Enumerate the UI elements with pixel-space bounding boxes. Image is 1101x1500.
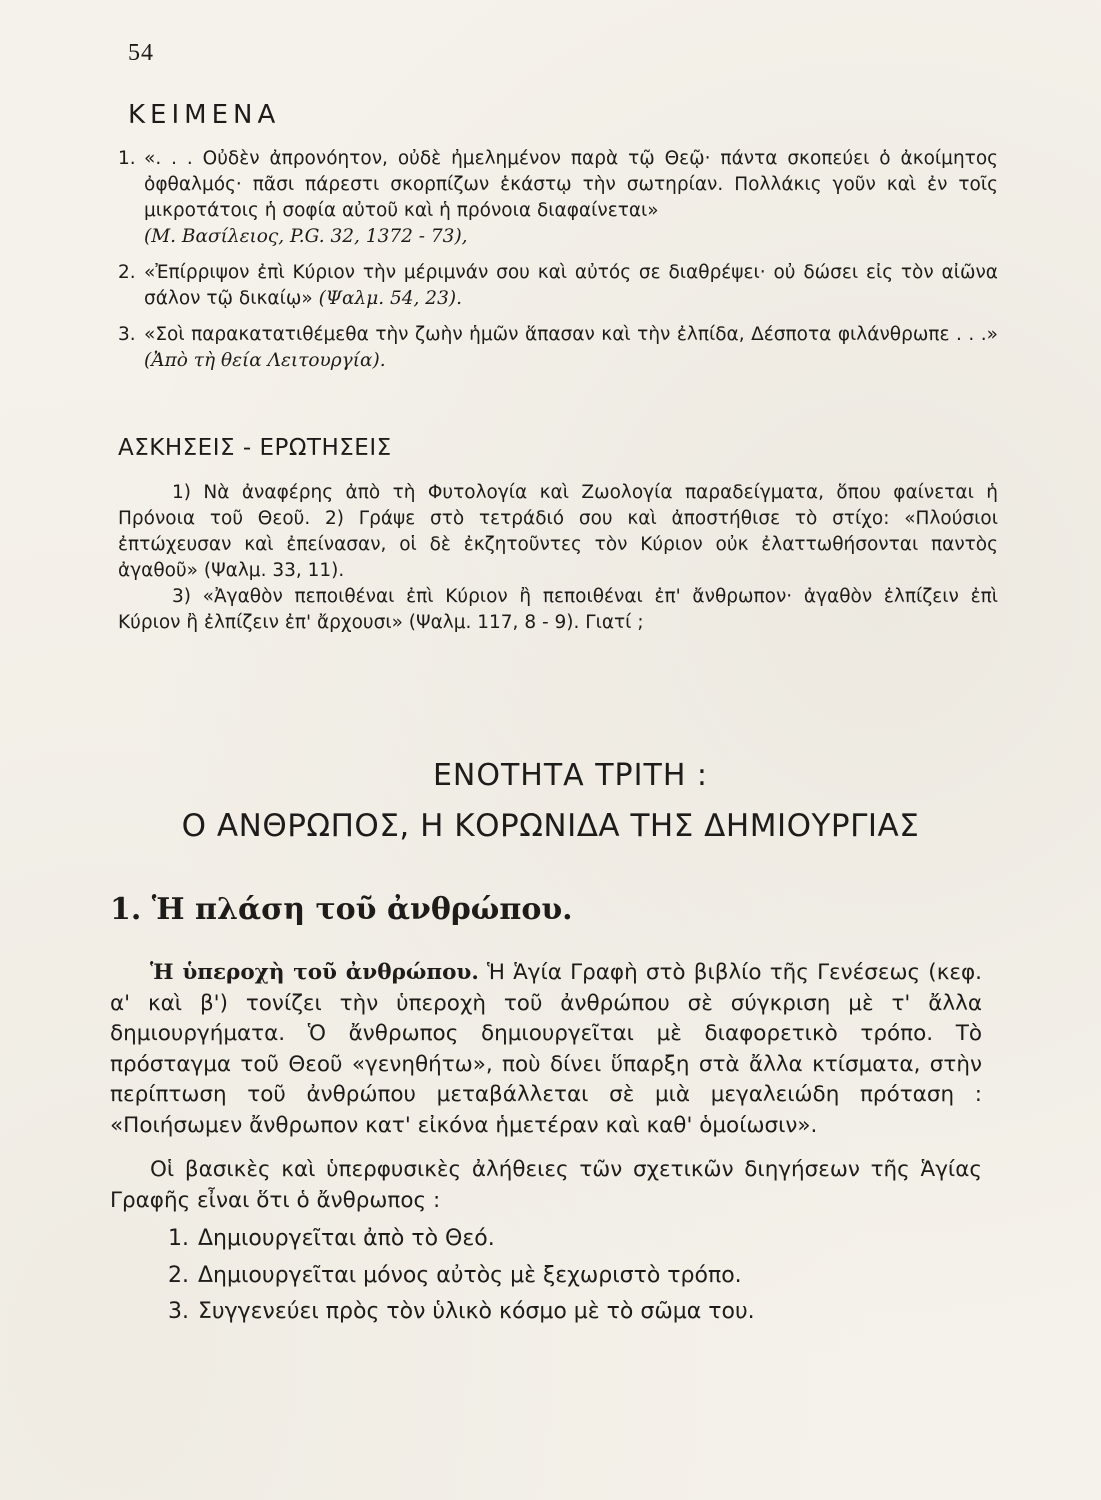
exercise-paragraph: 1) Νὰ ἀναφέρης ἀπὸ τὴ Φυτολογία καὶ Ζωολογία παραδείγματα, ὅπου φαίνεται ἡ Πρόνοια τοῦ Θεοῦ. 2) Γράψε στὸ τετράδιό σου καὶ ἀποστήθισε τὸ στίχο: «Πλούσιοι ἐπτώχευσαν καὶ ἐπείνασαν, οἱ δὲ ἐκζητοῦντες τὸν Κύριον οὐκ ἐλαττωθήσονται παντὸς ἀγαθοῦ» (Ψαλμ. 33, 11). (118, 482, 998, 581)
text-item (118, 146, 998, 250)
exercises-block (118, 480, 998, 636)
exercise-paragraph: 3) «Ἀγαθὸν πεποιθέναι ἐπὶ Κύριον ἢ πεποιθέναι ἐπ' ἄνθρωπον· ἀγαθὸν ἐλπίζειν ἐπὶ Κύριον ἢ ἐλπίζειν ἐπ' ἄρχουσι» (Ψαλμ. 117, 8 - 9). Γιατί ; (118, 586, 998, 633)
text-item-quote: «Σοὶ παρακατατιθέμεθα τὴν ζωὴν ἡμῶν ἅπασαν καὶ τὴν ἐλπίδα, Δέσποτα φιλάνθρωπε . . .» (144, 324, 998, 345)
text-item-body (144, 322, 998, 374)
text-item-reference: (Ψαλμ. 54, 23). (318, 288, 462, 309)
text-item (118, 322, 998, 374)
paragraph-text: Ἡ Ἁγία Γραφὴ στὸ βιβλίο τῆς Γενέσεως (κεφ. α' καὶ β') τονίζει τὴν ὑπεροχὴ τοῦ ἀνθρώπου σὲ σύγκριση μὲ τ' ἄλλα δημιουργήματα. Ὁ ἄνθρωπος δημιουργεῖται μὲ διαφορετικὸ τρόπο. Τὸ πρόσταγμα τοῦ Θεοῦ «γενηθήτω», ποὺ δίνει ὕπαρξη στὰ ἄλλα κτίσματα, στὴν περίπτωση τοῦ ἀνθρώπου μεταβάλλεται σὲ μιὰ μεγαλειώδη πρόταση : «Ποιήσωμεν ἄνθρωπον κατ' εἰκόνα ἡμετέραν καὶ καθ' ὁμοίωσιν». (110, 960, 983, 1138)
texts-list (118, 146, 998, 374)
list-item-text: Δημιουργεῖται μόνος αὐτὸς μὲ ξεχωριστὸ τρόπο. (198, 1262, 742, 1288)
text-item-number: 1. (118, 148, 136, 169)
text-item-reference: (Μ. Βασίλειος, P.G. 32, 1372 - 73), (144, 226, 468, 247)
list-item-number: 1. (168, 1226, 189, 1251)
list-item-number: 3. (168, 1299, 189, 1324)
section-paragraph (110, 958, 982, 1141)
unit-subtitle: Ο ΑΝΘΡΩΠΟΣ, Η ΚΟΡΩΝΙΔΑ ΤΗΣ ΔΗΜΙΟΥΡΓΙΑΣ (181, 808, 920, 844)
list-item (168, 1261, 982, 1292)
section-body (110, 958, 982, 1328)
text-item-number: 3. (118, 324, 136, 345)
lead-term: Ἡ ὑπεροχὴ τοῦ ἀνθρώπου. (150, 960, 479, 985)
unit-title: ΕΝΟΤΗΤΑ ΤΡΙΤΗ : (432, 758, 709, 793)
text-item-body (144, 260, 998, 312)
list-item (168, 1297, 982, 1328)
text-item-quote: «. . . Οὐδὲν ἀπρονόητον, οὐδὲ ἠμελημένον παρὰ τῷ Θεῷ· πάντα σκοπεύει ὁ ἀκοίμητος ὀφθαλμός· πᾶσι πάρεστι σκορπίζων ἑκάστῳ τὴν σωτηρίαν. Πολλάκις γοῦν καὶ ἐν τοῖς μικροτάτοις ἡ σοφία αὐτοῦ καὶ ἡ πρόνοια διαφαίνεται» (144, 148, 998, 221)
section-heading: 1. Ἡ πλάση τοῦ ἀνθρώπου. (110, 892, 573, 927)
list-item-text: Δημιουργεῖται ἀπὸ τὸ Θεό. (198, 1226, 495, 1251)
section-paragraph: Οἱ βασικὲς καὶ ὑπερφυσικὲς ἀλήθειες τῶν σχετικῶν διηγήσεων τῆς Ἁγίας Γραφῆς εἶναι ὅτι ὁ ἄνθρωπος : (110, 1157, 982, 1213)
list-item-number: 2. (168, 1262, 189, 1288)
page-number: 54 (128, 40, 154, 66)
text-item-quote: «Ἐπίρριψον ἐπὶ Κύριον τὴν μέριμνάν σου καὶ αὐτός σε διαθρέψει· οὐ δώσει εἰς τὸν αἰῶνα σάλον τῷ δικαίῳ» (144, 262, 998, 309)
exercises-heading: ΑΣΚΗΣΕΙΣ - ΕΡΩΤΗΣΕΙΣ (118, 435, 392, 461)
text-item-number: 2. (118, 262, 136, 283)
text-item (118, 260, 998, 312)
text-item-body (144, 146, 998, 250)
text-item-reference: (Ἀπὸ τὴ θεία Λειτουργία). (144, 350, 386, 371)
texts-heading: ΚΕΙΜΕΝΑ (128, 100, 281, 130)
list-item (168, 1224, 982, 1255)
list-item-text: Συγγενεύει πρὸς τὸν ὑλικὸ κόσμο μὲ τὸ σῶμα του. (198, 1299, 755, 1324)
